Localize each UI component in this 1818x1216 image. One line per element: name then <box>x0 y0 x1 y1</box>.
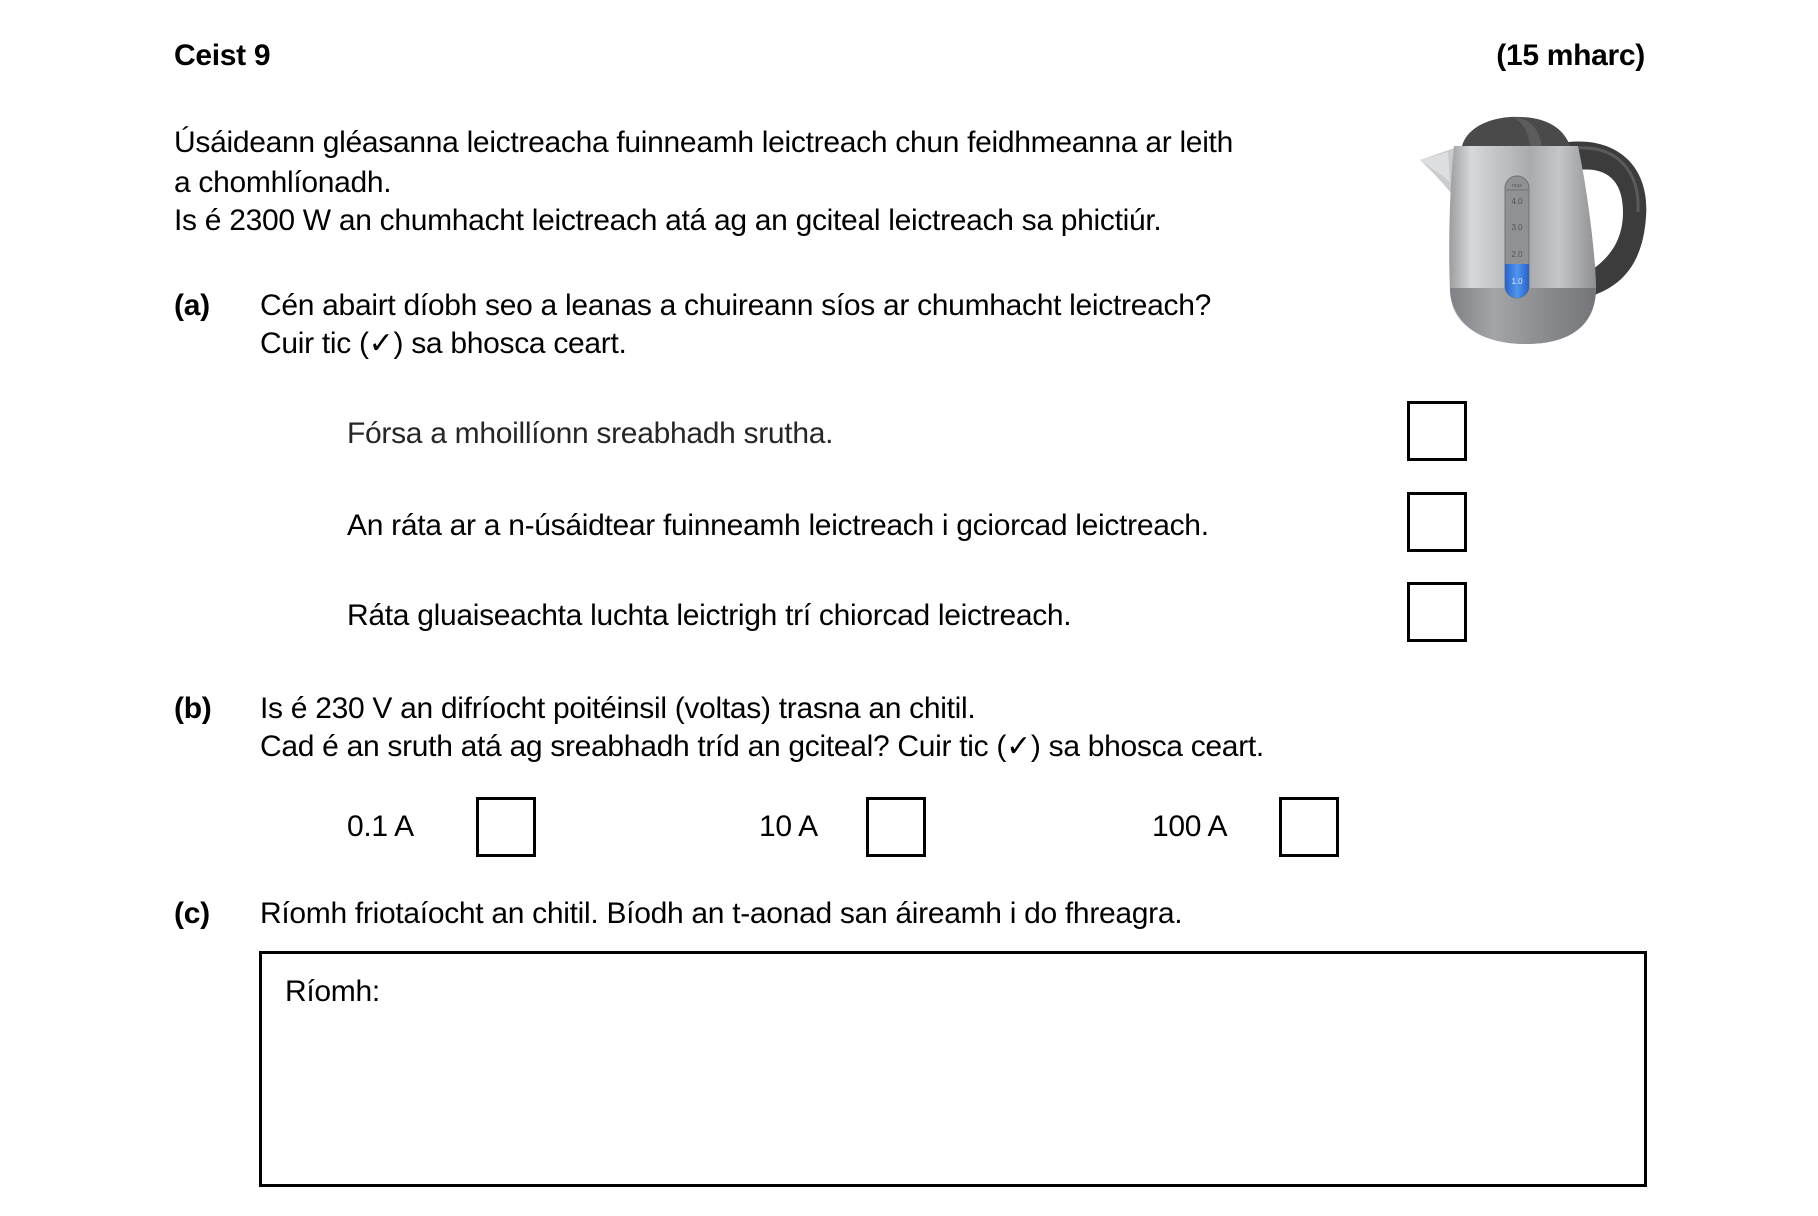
part-b-option-label: 0.1 A <box>347 810 414 843</box>
intro-line: Is é 2300 W an chumhacht leictreach atá ag an gciteal leictreach sa phictiúr. <box>174 204 1162 237</box>
part-c-question: Ríomh friotaíocht an chitil. Bíodh an t-aonad san áireamh i do fhreagra. <box>260 897 1183 930</box>
part-a-option-2-checkbox[interactable] <box>1407 492 1467 552</box>
intro-line: a chomhlíonadh. <box>174 166 392 199</box>
part-b-question-line: Is é 230 V an difríocht poitéinsil (voltas) trasna an chitil. <box>260 692 976 725</box>
calculation-answer-box[interactable] <box>259 951 1647 1187</box>
part-a-question-line: Cén abairt díobh seo a leanas a chuireann síos ar chumhacht leictreach? <box>260 289 1211 322</box>
svg-text:3.0: 3.0 <box>1511 223 1523 232</box>
part-b-option-label: 10 A <box>759 810 818 843</box>
part-a-option-1-checkbox[interactable] <box>1407 401 1467 461</box>
part-a-option-text: An ráta ar a n-úsáidtear fuinneamh leictreach i gciorcad leictreach. <box>347 509 1209 542</box>
part-b-option-10a-checkbox[interactable] <box>866 797 926 857</box>
svg-text:4.0: 4.0 <box>1511 197 1523 206</box>
part-b-option-100a-checkbox[interactable] <box>1279 797 1339 857</box>
part-b-option-label: 100 A <box>1152 810 1228 843</box>
question-title: Ceist 9 <box>174 39 271 72</box>
part-a-option-text: Fórsa a mhoillíonn sreabhadh srutha. <box>347 417 834 450</box>
part-a-option-text: Ráta gluaiseachta luchta leictrigh trí chiorcad leictreach. <box>347 599 1072 632</box>
part-a-option-3-checkbox[interactable] <box>1407 582 1467 642</box>
intro-line: Úsáideann gléasanna leictreacha fuinneamh leictreach chun feidhmeanna ar leith <box>174 126 1233 159</box>
svg-text:1.0: 1.0 <box>1511 277 1523 286</box>
part-b-question-line: Cad é an sruth atá ag sreabhadh tríd an gciteal? Cuir tic (✓) sa bhosca ceart. <box>260 730 1264 763</box>
marks-label: (15 mharc) <box>1496 39 1645 72</box>
kettle-image <box>1418 112 1650 348</box>
part-b-label: (b) <box>174 692 212 725</box>
svg-text:2.0: 2.0 <box>1511 250 1523 259</box>
calculation-label: Ríomh: <box>285 975 380 1008</box>
part-b-option-0-1a-checkbox[interactable] <box>476 797 536 857</box>
part-a-question-line: Cuir tic (✓) sa bhosca ceart. <box>260 327 627 360</box>
part-c-label: (c) <box>174 897 210 930</box>
svg-text:max: max <box>1512 183 1522 189</box>
part-a-label: (a) <box>174 289 210 322</box>
